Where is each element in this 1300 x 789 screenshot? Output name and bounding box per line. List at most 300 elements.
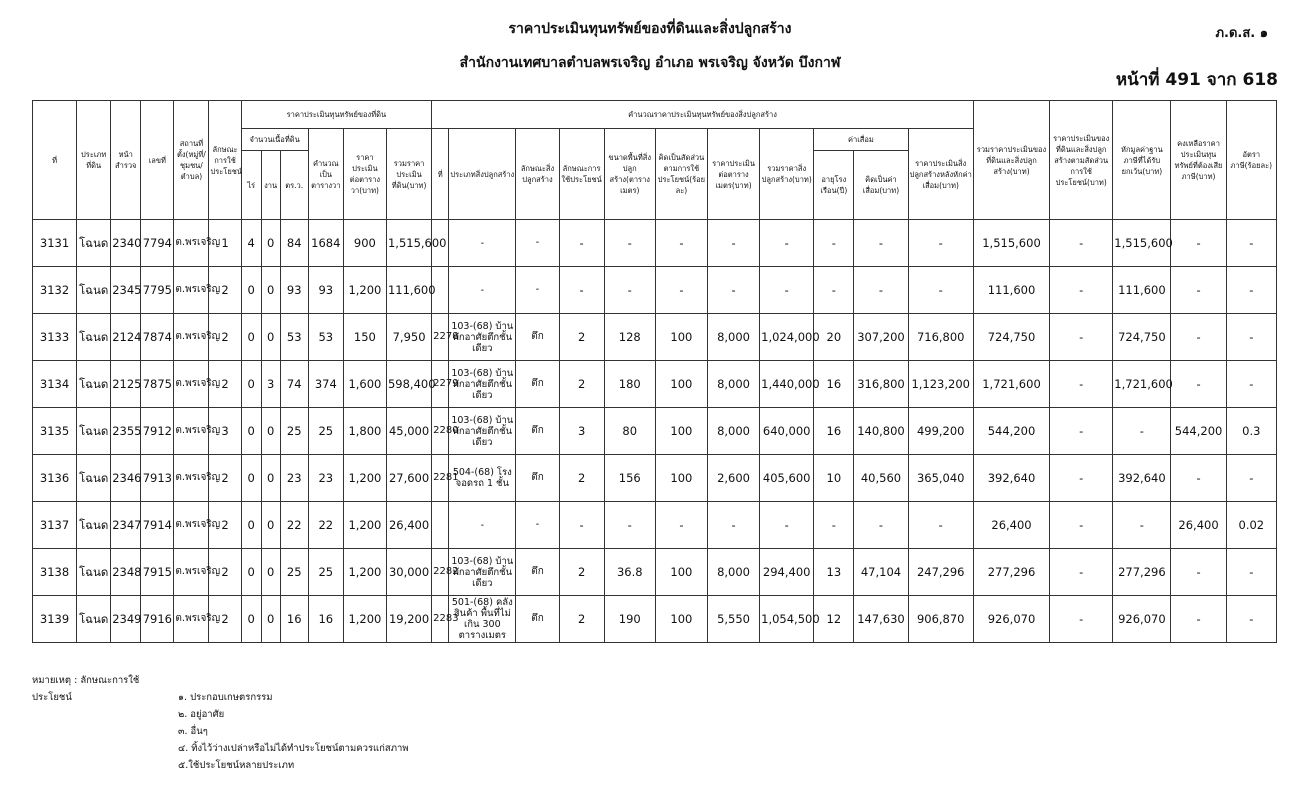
cell-doc-type: โฉนด: [77, 596, 111, 643]
cell-no: 3139: [33, 596, 77, 643]
cell-land-total: 7,950: [386, 314, 431, 361]
note-item: ๕.ใช้ประโยชน์หลายประเภท: [178, 760, 295, 771]
cell-survey-page: 2348: [111, 549, 141, 596]
table-body: [33, 220, 1277, 643]
cell-b-use: -: [559, 502, 604, 549]
cell-rai: 0: [241, 549, 261, 596]
cell-wa: 25: [280, 549, 308, 596]
cell-land-use: 1: [209, 220, 241, 267]
cell-b-age: 12: [814, 596, 854, 643]
cell-land-use: 3: [209, 408, 241, 455]
cell-b-ratio: 100: [655, 549, 707, 596]
cell-doc-no: 7916: [141, 596, 174, 643]
cell-b-size: -: [604, 267, 655, 314]
cell-b-char: ตึก: [516, 549, 559, 596]
cell-b-net: 365,040: [908, 455, 973, 502]
cell-b-dep: 307,200: [854, 314, 908, 361]
notes-label: หมายเหตุ : ลักษณะการใช้ประโยชน์: [32, 675, 140, 703]
group-area: จำนวนเนื้อที่ดิน: [241, 129, 308, 151]
cell-b-net: 247,296: [908, 549, 973, 596]
cell-land-use: 2: [209, 596, 241, 643]
cell-doc-no: 7915: [141, 549, 174, 596]
cell-price-per-wa: 1,600: [343, 361, 386, 408]
col-exempt: หักมูลค่าฐานภาษีที่ได้รับยกเว้น(บาท): [1113, 101, 1171, 220]
cell-wa: 74: [280, 361, 308, 408]
cell-no: 3137: [33, 502, 77, 549]
cell-doc-type: โฉนด: [77, 314, 111, 361]
col-building-age: อายุโรงเรือน(ปี): [814, 151, 854, 220]
cell-b-use: 2: [559, 596, 604, 643]
cell-b-ratio: 100: [655, 596, 707, 643]
col-building-net: ราคาประเมินสิ่งปลูกสร้างหลังหักค่าเสื่อม(บาท): [908, 129, 973, 220]
col-building-use: ลักษณะการใช้ประโยชน์: [559, 129, 604, 220]
cell-no: 3135: [33, 408, 77, 455]
cell-taxable: -: [1171, 455, 1226, 502]
cell-wa: 23: [280, 455, 308, 502]
cell-ngan: 0: [261, 455, 280, 502]
cell-b-size: 156: [604, 455, 655, 502]
cell-b-char: -: [516, 502, 559, 549]
cell-shared-value: -: [1050, 596, 1113, 643]
cell-land-use: 2: [209, 314, 241, 361]
cell-ngan: 0: [261, 549, 280, 596]
cell-tax-rate: -: [1226, 314, 1276, 361]
col-wa: ตร.ว.: [280, 151, 308, 220]
col-building-size: ขนาดพื้นที่สิ่งปลูกสร้าง(ตารางเมตร): [604, 129, 655, 220]
cell-tax-rate: -: [1226, 220, 1276, 267]
cell-b-type: 103-(68) บ้านพักอาศัยตึกชั้นเดียว: [449, 361, 516, 408]
table-row: [33, 314, 1277, 361]
cell-b-char: ตึก: [516, 314, 559, 361]
cell-b-price-sqm: 8,000: [707, 314, 759, 361]
note-item: ๑. ประกอบเกษตรกรรม: [178, 692, 273, 703]
cell-b-char: -: [516, 267, 559, 314]
cell-b-char: ตึก: [516, 596, 559, 643]
cell-sq-wa-total: 25: [308, 549, 343, 596]
cell-exempt: 1,515,600: [1113, 220, 1171, 267]
cell-grand-total: 724,750: [973, 314, 1049, 361]
col-location: สถานที่ตั้ง(หมู่ที่/ชุมชน/ตำบล): [174, 101, 209, 220]
cell-wa: 53: [280, 314, 308, 361]
table-row: [33, 408, 1277, 455]
cell-ngan: 0: [261, 267, 280, 314]
cell-sq-wa-total: 1684: [308, 220, 343, 267]
cell-b-total: -: [760, 220, 814, 267]
cell-location: ต.พรเจริญ: [174, 267, 209, 314]
cell-b-ratio: -: [655, 502, 707, 549]
cell-b-net: -: [908, 502, 973, 549]
cell-b-char: ตึก: [516, 455, 559, 502]
cell-rai: 0: [241, 408, 261, 455]
cell-ngan: 0: [261, 596, 280, 643]
cell-grand-total: 392,640: [973, 455, 1049, 502]
cell-b-ratio: 100: [655, 314, 707, 361]
cell-exempt: -: [1113, 502, 1171, 549]
cell-b-net: -: [908, 267, 973, 314]
cell-b-total: 294,400: [760, 549, 814, 596]
cell-sq-wa-total: 22: [308, 502, 343, 549]
group-land-value: ราคาประเมินทุนทรัพย์ของที่ดิน: [241, 101, 432, 129]
cell-taxable: -: [1171, 314, 1226, 361]
cell-doc-type: โฉนด: [77, 220, 111, 267]
cell-location: ต.พรเจริญ: [174, 220, 209, 267]
cell-grand-total: 544,200: [973, 408, 1049, 455]
cell-shared-value: -: [1050, 408, 1113, 455]
cell-rai: 0: [241, 502, 261, 549]
cell-b-type: -: [449, 502, 516, 549]
cell-b-char: ตึก: [516, 361, 559, 408]
cell-b-type: 103-(68) บ้านพักอาศัยตึกชั้นเดียว: [449, 314, 516, 361]
cell-tax-rate: -: [1226, 549, 1276, 596]
cell-doc-no: 7795: [141, 267, 174, 314]
cell-b-no: 2279: [432, 361, 449, 408]
cell-b-age: -: [814, 220, 854, 267]
page-number: หน้าที่ 491 จาก 618: [1115, 70, 1278, 90]
cell-sq-wa-total: 23: [308, 455, 343, 502]
cell-land-total: 30,000: [386, 549, 431, 596]
cell-sq-wa-total: 25: [308, 408, 343, 455]
cell-b-size: 36.8: [604, 549, 655, 596]
cell-taxable: 26,400: [1171, 502, 1226, 549]
note-item: ๓. อื่นๆ: [178, 726, 208, 737]
table-row: [33, 220, 1277, 267]
cell-wa: 16: [280, 596, 308, 643]
table-row: [33, 549, 1277, 596]
col-grand-total: รวมราคาประเมินของที่ดินและสิ่งปลูกสร้าง(บาท): [973, 101, 1049, 220]
cell-b-price-sqm: 5,550: [707, 596, 759, 643]
cell-rai: 0: [241, 267, 261, 314]
cell-ngan: 0: [261, 408, 280, 455]
assessment-table: [32, 100, 1277, 643]
cell-b-no: 2278: [432, 314, 449, 361]
cell-b-dep: -: [854, 267, 908, 314]
col-rai: ไร่: [241, 151, 261, 220]
cell-sq-wa-total: 93: [308, 267, 343, 314]
cell-b-net: 906,870: [908, 596, 973, 643]
cell-shared-value: -: [1050, 314, 1113, 361]
cell-b-type: 501-(68) คลังสินค้า พื้นที่ไม่เกิน 300 ตารางเมตร: [449, 596, 516, 643]
cell-b-dep: 47,104: [854, 549, 908, 596]
cell-b-price-sqm: 2,600: [707, 455, 759, 502]
cell-price-per-wa: 1,200: [343, 455, 386, 502]
cell-b-no: 2283: [432, 596, 449, 643]
cell-ngan: 0: [261, 314, 280, 361]
cell-exempt: 926,070: [1113, 596, 1171, 643]
cell-b-total: 405,600: [760, 455, 814, 502]
cell-location: ต.พรเจริญ: [174, 408, 209, 455]
cell-b-use: 2: [559, 361, 604, 408]
cell-location: ต.พรเจริญ: [174, 549, 209, 596]
cell-location: ต.พรเจริญ: [174, 502, 209, 549]
cell-land-total: 27,600: [386, 455, 431, 502]
cell-tax-rate: -: [1226, 361, 1276, 408]
cell-shared-value: -: [1050, 361, 1113, 408]
cell-b-age: 13: [814, 549, 854, 596]
cell-location: ต.พรเจริญ: [174, 361, 209, 408]
cell-price-per-wa: 1,200: [343, 267, 386, 314]
cell-b-ratio: -: [655, 220, 707, 267]
cell-taxable: -: [1171, 596, 1226, 643]
cell-b-dep: -: [854, 502, 908, 549]
table-row: [33, 596, 1277, 643]
cell-b-dep: -: [854, 220, 908, 267]
cell-b-price-sqm: 8,000: [707, 361, 759, 408]
cell-land-total: 598,400: [386, 361, 431, 408]
cell-taxable: 544,200: [1171, 408, 1226, 455]
cell-doc-type: โฉนด: [77, 408, 111, 455]
cell-grand-total: 1,515,600: [973, 220, 1049, 267]
cell-land-use: 2: [209, 455, 241, 502]
cell-land-use: 2: [209, 502, 241, 549]
cell-tax-rate: -: [1226, 596, 1276, 643]
cell-b-use: 2: [559, 314, 604, 361]
cell-b-total: 1,054,500: [760, 596, 814, 643]
cell-shared-value: -: [1050, 549, 1113, 596]
col-shared-value: ราคาประเมินของที่ดินและสิ่งปลูกสร้างตามสัดส่วนการใช้ประโยชน์(บาท): [1050, 101, 1113, 220]
cell-b-char: ตึก: [516, 408, 559, 455]
cell-b-age: 10: [814, 455, 854, 502]
col-building-price-sqm: ราคาประเมินต่อตารางเมตร(บาท): [707, 129, 759, 220]
col-building-ratio: คิดเป็นสัดส่วนตามการใช้ประโยชน์(ร้อยละ): [655, 129, 707, 220]
cell-ngan: 3: [261, 361, 280, 408]
cell-doc-type: โฉนด: [77, 502, 111, 549]
cell-b-dep: 40,560: [854, 455, 908, 502]
cell-b-total: -: [760, 267, 814, 314]
cell-tax-rate: -: [1226, 455, 1276, 502]
group-depreciation: ค่าเสื่อม: [814, 129, 908, 151]
cell-wa: 22: [280, 502, 308, 549]
cell-rai: 0: [241, 455, 261, 502]
cell-land-total: 111,600: [386, 267, 431, 314]
col-price-per-wa: ราคาประเมินต่อตารางวา(บาท): [343, 129, 386, 220]
cell-b-type: 103-(68) บ้านพักอาศัยตึกชั้นเดียว: [449, 549, 516, 596]
cell-location: ต.พรเจริญ: [174, 596, 209, 643]
form-code: ภ.ด.ส. ๑: [1215, 26, 1268, 41]
cell-exempt: 277,296: [1113, 549, 1171, 596]
cell-doc-no: 7875: [141, 361, 174, 408]
col-taxable: คงเหลือราคาประเมินทุนทรัพย์ที่ต้องเสียภาษี(บาท): [1171, 101, 1226, 220]
cell-b-type: -: [449, 267, 516, 314]
cell-survey-page: 2340: [111, 220, 141, 267]
cell-b-price-sqm: -: [707, 267, 759, 314]
cell-survey-page: 2346: [111, 455, 141, 502]
cell-ngan: 0: [261, 502, 280, 549]
cell-land-total: 26,400: [386, 502, 431, 549]
cell-b-type: 504-(68) โรงจอดรถ 1 ชั้น: [449, 455, 516, 502]
cell-price-per-wa: 1,200: [343, 502, 386, 549]
cell-grand-total: 26,400: [973, 502, 1049, 549]
cell-doc-no: 7794: [141, 220, 174, 267]
cell-land-total: 19,200: [386, 596, 431, 643]
cell-b-ratio: 100: [655, 408, 707, 455]
cell-location: ต.พรเจริญ: [174, 314, 209, 361]
col-no: ที่: [33, 101, 77, 220]
col-survey-page: หน้าสำรวจ: [111, 101, 141, 220]
cell-grand-total: 111,600: [973, 267, 1049, 314]
cell-sq-wa-total: 53: [308, 314, 343, 361]
cell-shared-value: -: [1050, 267, 1113, 314]
cell-b-price-sqm: 8,000: [707, 408, 759, 455]
cell-taxable: -: [1171, 267, 1226, 314]
cell-b-age: 20: [814, 314, 854, 361]
cell-doc-no: 7913: [141, 455, 174, 502]
cell-location: ต.พรเจริญ: [174, 455, 209, 502]
cell-land-use: 2: [209, 267, 241, 314]
col-building-char: ลักษณะสิ่งปลูกสร้าง: [516, 129, 559, 220]
col-tax-rate: อัตราภาษี(ร้อยละ): [1226, 101, 1276, 220]
table-row: [33, 502, 1277, 549]
notes: [32, 672, 409, 774]
cell-b-no: 2280: [432, 408, 449, 455]
cell-exempt: 724,750: [1113, 314, 1171, 361]
cell-b-type: -: [449, 220, 516, 267]
cell-tax-rate: 0.3: [1226, 408, 1276, 455]
cell-taxable: -: [1171, 220, 1226, 267]
cell-b-use: 2: [559, 455, 604, 502]
cell-b-total: 1,024,000: [760, 314, 814, 361]
cell-no: 3132: [33, 267, 77, 314]
cell-b-dep: 316,800: [854, 361, 908, 408]
cell-price-per-wa: 1,200: [343, 549, 386, 596]
cell-land-total: 45,000: [386, 408, 431, 455]
cell-b-dep: 140,800: [854, 408, 908, 455]
cell-b-no: [432, 502, 449, 549]
cell-rai: 0: [241, 361, 261, 408]
cell-no: 3133: [33, 314, 77, 361]
table-row: [33, 455, 1277, 502]
cell-price-per-wa: 150: [343, 314, 386, 361]
cell-b-size: 190: [604, 596, 655, 643]
cell-b-total: 1,440,000: [760, 361, 814, 408]
note-item: ๒. อยู่อาศัย: [178, 709, 225, 720]
cell-exempt: 111,600: [1113, 267, 1171, 314]
cell-b-price-sqm: -: [707, 502, 759, 549]
cell-survey-page: 2124: [111, 314, 141, 361]
cell-doc-no: 7914: [141, 502, 174, 549]
cell-b-use: -: [559, 220, 604, 267]
cell-sq-wa-total: 16: [308, 596, 343, 643]
cell-b-ratio: 100: [655, 455, 707, 502]
cell-doc-no: 7874: [141, 314, 174, 361]
col-land-use: ลักษณะการใช้ประโยชน์: [209, 101, 241, 220]
cell-tax-rate: -: [1226, 267, 1276, 314]
col-ngan: งาน: [261, 151, 280, 220]
cell-b-age: -: [814, 502, 854, 549]
table-row: [33, 361, 1277, 408]
cell-no: 3134: [33, 361, 77, 408]
cell-doc-no: 7912: [141, 408, 174, 455]
cell-b-net: 1,123,200: [908, 361, 973, 408]
cell-taxable: -: [1171, 549, 1226, 596]
cell-b-size: -: [604, 220, 655, 267]
cell-b-size: 128: [604, 314, 655, 361]
cell-b-size: 80: [604, 408, 655, 455]
cell-survey-page: 2125: [111, 361, 141, 408]
page-subtitle: สำนักงานเทศบาลตำบลพรเจริญ อำเภอ พรเจริญ จังหวัด บึงกาฬ: [459, 55, 841, 71]
cell-wa: 25: [280, 408, 308, 455]
col-doc-type: ประเภทที่ดิน: [77, 101, 111, 220]
col-building-total: รวมราคาสิ่งปลูกสร้าง(บาท): [760, 129, 814, 220]
cell-b-net: -: [908, 220, 973, 267]
cell-taxable: -: [1171, 361, 1226, 408]
cell-survey-page: 2347: [111, 502, 141, 549]
cell-grand-total: 926,070: [973, 596, 1049, 643]
cell-shared-value: -: [1050, 502, 1113, 549]
cell-doc-type: โฉนด: [77, 361, 111, 408]
cell-b-price-sqm: 8,000: [707, 549, 759, 596]
cell-rai: 0: [241, 314, 261, 361]
col-land-total: รวมราคาประเมินที่ดิน(บาท): [386, 129, 431, 220]
col-building-no: ที่: [432, 129, 449, 220]
cell-b-net: 716,800: [908, 314, 973, 361]
cell-b-age: -: [814, 267, 854, 314]
cell-land-use: 2: [209, 549, 241, 596]
cell-b-use: -: [559, 267, 604, 314]
cell-shared-value: -: [1050, 220, 1113, 267]
cell-rai: 0: [241, 596, 261, 643]
cell-b-price-sqm: -: [707, 220, 759, 267]
cell-tax-rate: 0.02: [1226, 502, 1276, 549]
cell-survey-page: 2345: [111, 267, 141, 314]
group-building-value: คำนวณราคาประเมินทุนทรัพย์ของสิ่งปลูกสร้าง: [432, 101, 974, 129]
cell-no: 3138: [33, 549, 77, 596]
cell-shared-value: -: [1050, 455, 1113, 502]
cell-b-age: 16: [814, 361, 854, 408]
cell-b-total: 640,000: [760, 408, 814, 455]
col-doc-no: เลขที่: [141, 101, 174, 220]
cell-exempt: 392,640: [1113, 455, 1171, 502]
cell-sq-wa-total: 374: [308, 361, 343, 408]
cell-b-use: 3: [559, 408, 604, 455]
cell-doc-type: โฉนด: [77, 455, 111, 502]
cell-b-dep: 147,630: [854, 596, 908, 643]
cell-b-age: 16: [814, 408, 854, 455]
cell-b-ratio: 100: [655, 361, 707, 408]
cell-rai: 4: [241, 220, 261, 267]
cell-ngan: 0: [261, 220, 280, 267]
cell-b-no: 2281: [432, 455, 449, 502]
cell-land-total: 1,515,600: [386, 220, 431, 267]
cell-price-per-wa: 1,200: [343, 596, 386, 643]
cell-b-char: -: [516, 220, 559, 267]
col-building-type: ประเภทสิ่งปลูกสร้าง: [449, 129, 516, 220]
cell-b-type: 103-(68) บ้านพักอาศัยตึกชั้นเดียว: [449, 408, 516, 455]
cell-price-per-wa: 900: [343, 220, 386, 267]
cell-b-net: 499,200: [908, 408, 973, 455]
cell-b-total: -: [760, 502, 814, 549]
col-sq-wa-total: คำนวณเป็นตารางวา: [308, 129, 343, 220]
note-item: ๔. ทิ้งไว้ว่างเปล่าหรือไม่ได้ทำประโยชน์ตามควรแก่สภาพ: [178, 743, 409, 754]
cell-b-use: 2: [559, 549, 604, 596]
cell-b-size: 180: [604, 361, 655, 408]
cell-land-use: 2: [209, 361, 241, 408]
col-depreciation: คิดเป็นค่าเสื่อม(บาท): [854, 151, 908, 220]
cell-grand-total: 277,296: [973, 549, 1049, 596]
cell-b-ratio: -: [655, 267, 707, 314]
cell-doc-type: โฉนด: [77, 267, 111, 314]
cell-no: 3136: [33, 455, 77, 502]
cell-exempt: -: [1113, 408, 1171, 455]
cell-exempt: 1,721,600: [1113, 361, 1171, 408]
cell-wa: 93: [280, 267, 308, 314]
cell-doc-type: โฉนด: [77, 549, 111, 596]
cell-b-size: -: [604, 502, 655, 549]
cell-wa: 84: [280, 220, 308, 267]
cell-survey-page: 2349: [111, 596, 141, 643]
cell-no: 3131: [33, 220, 77, 267]
cell-survey-page: 2355: [111, 408, 141, 455]
page-title: ราคาประเมินทุนทรัพย์ของที่ดินและสิ่งปลูกสร้าง: [508, 21, 792, 37]
